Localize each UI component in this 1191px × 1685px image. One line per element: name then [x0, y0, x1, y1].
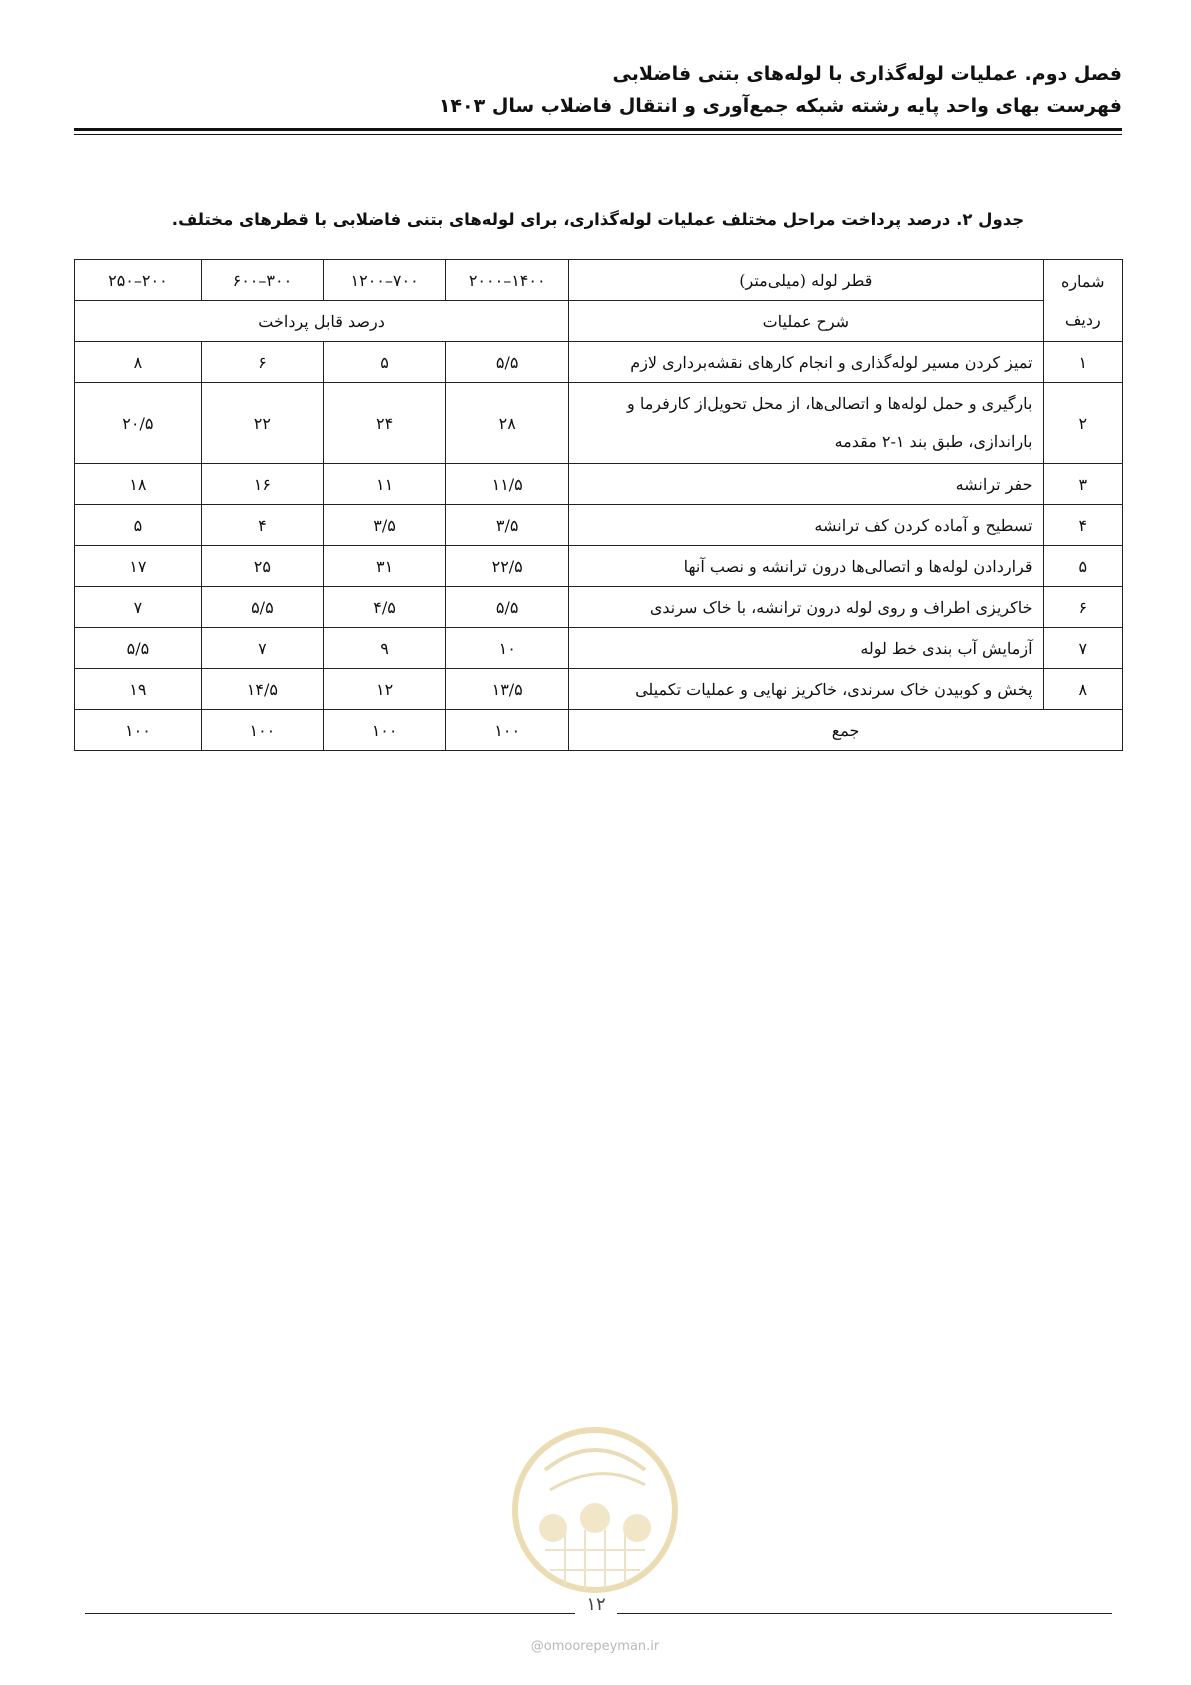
chapter-title: فصل دوم. عملیات لوله‌گذاری با لوله‌های بتنی فاضلابی [612, 63, 1122, 85]
total-cell: ۱۰۰ [75, 710, 202, 751]
percent-cell: ۱۲ [323, 669, 445, 710]
table-header-row [75, 260, 1123, 301]
percent-cell: ۱۱/۵ [446, 464, 569, 505]
percent-cell: ۴ [201, 505, 323, 546]
operations-header: شرح عملیات [569, 301, 1043, 342]
total-cell: ۱۰۰ [446, 710, 569, 751]
operation-description: پخش و کوبیدن خاک سرندی، خاکریز نهایی و عملیات تکمیلی [569, 669, 1043, 710]
table-row [75, 587, 1123, 628]
operation-description: تمیز کردن مسیر لوله‌گذاری و انجام کارهای نقشه‌برداری لازم [569, 342, 1043, 383]
operation-description: تسطیح و آماده کردن کف ترانشه [569, 505, 1043, 546]
table-row [75, 342, 1123, 383]
table-row [75, 669, 1123, 710]
percent-cell: ۵/۵ [75, 628, 202, 669]
percent-cell: ۵/۵ [201, 587, 323, 628]
percent-cell: ۸ [75, 342, 202, 383]
row-number: ۳ [1043, 464, 1122, 505]
percent-cell: ۵ [75, 505, 202, 546]
percent-cell: ۷ [201, 628, 323, 669]
total-cell: ۱۰۰ [323, 710, 445, 751]
watermark-script-stroke [545, 1450, 645, 1470]
percent-cell: ۲۲/۵ [446, 546, 569, 587]
percent-cell: ۱۴/۵ [201, 669, 323, 710]
diameter-col-4: ۲۰۰–۲۵۰ [75, 260, 202, 301]
percent-cell: ۹ [323, 628, 445, 669]
percent-cell: ۳/۵ [323, 505, 445, 546]
row-number: ۷ [1043, 628, 1122, 669]
percent-cell: ۵/۵ [446, 342, 569, 383]
percent-cell: ۲۸ [446, 383, 569, 464]
percent-cell: ۱۱ [323, 464, 445, 505]
operation-description: بارگیری و حمل لوله‌ها و اتصالی‌ها، از محل تحویل‌از کارفرما و باراندازی، طبق بند ۱-۲ مقدمه [569, 383, 1043, 464]
percent-cell: ۱۷ [75, 546, 202, 587]
percent-cell: ۲۵ [201, 546, 323, 587]
diameter-col-1: ۱۴۰۰–۲۰۰۰ [446, 260, 569, 301]
percent-cell: ۵ [323, 342, 445, 383]
header-rule-thin [74, 134, 1122, 135]
row-number: ۱ [1043, 342, 1122, 383]
table-row [75, 505, 1123, 546]
diameter-col-2: ۷۰۰–۱۲۰۰ [323, 260, 445, 301]
header-rule-thick [74, 128, 1122, 131]
percent-cell: ۲۴ [323, 383, 445, 464]
row-number: ۴ [1043, 505, 1122, 546]
table-row [75, 464, 1123, 505]
operation-description: خاکریزی اطراف و روی لوله درون ترانشه، با خاک سرندی [569, 587, 1043, 628]
payable-percent-header: درصد قابل پرداخت [75, 301, 569, 342]
document-title: فهرست بهای واحد پایه رشته شبکه جمع‌آوری و انتقال فاضلاب سال ۱۴۰۳ [438, 95, 1122, 117]
total-cell: ۱۰۰ [201, 710, 323, 751]
operation-description: آزمایش آب بندی خط لوله [569, 628, 1043, 669]
percent-cell: ۱۹ [75, 669, 202, 710]
watermark-scale-icon [539, 1514, 567, 1542]
table-subheader-row [75, 301, 1123, 342]
percent-cell: ۱۸ [75, 464, 202, 505]
percent-cell: ۱۰ [446, 628, 569, 669]
diameter-col-3: ۳۰۰–۶۰۰ [201, 260, 323, 301]
row-number: ۶ [1043, 587, 1122, 628]
row-number: ۸ [1043, 669, 1122, 710]
total-label: جمع [569, 710, 1123, 751]
page-number: ۱۲ [575, 1594, 617, 1615]
row-number: ۵ [1043, 546, 1122, 587]
percent-cell: ۶ [201, 342, 323, 383]
page-header [74, 58, 1122, 122]
percent-cell: ۵/۵ [446, 587, 569, 628]
watermark-person-icon [580, 1503, 610, 1533]
percent-cell: ۷ [75, 587, 202, 628]
payment-percentage-table [74, 259, 1123, 751]
percent-cell: ۱۶ [201, 464, 323, 505]
table-caption: جدول ۲. درصد پرداخت مراحل مختلف عملیات لوله‌گذاری، برای لوله‌های بتنی فاضلابی با قطرهای مختلف. [171, 210, 1025, 229]
operation-description: قراردادن لوله‌ها و اتصالی‌ها درون ترانشه و نصب آنها [569, 546, 1043, 587]
percent-cell: ۲۲ [201, 383, 323, 464]
percent-cell: ۲۰/۵ [75, 383, 202, 464]
watermark-script-stroke [550, 1474, 645, 1490]
table-row [75, 546, 1123, 587]
row-number: ۲ [1043, 383, 1122, 464]
percent-cell: ۱۳/۵ [446, 669, 569, 710]
row-number-header: شماره ردیف [1043, 260, 1122, 342]
table-row [75, 628, 1123, 669]
watermark-logo [505, 1410, 685, 1610]
operation-description: حفر ترانشه [569, 464, 1043, 505]
percent-cell: ۴/۵ [323, 587, 445, 628]
watermark-site: @omoorepeyman.ir [530, 1639, 660, 1654]
percent-cell: ۳/۵ [446, 505, 569, 546]
total-row [75, 710, 1123, 751]
watermark-gear-icon [623, 1514, 651, 1542]
diameter-header: قطر لوله (میلی‌متر) [569, 260, 1043, 301]
percent-cell: ۳۱ [323, 546, 445, 587]
table-row [75, 383, 1123, 464]
